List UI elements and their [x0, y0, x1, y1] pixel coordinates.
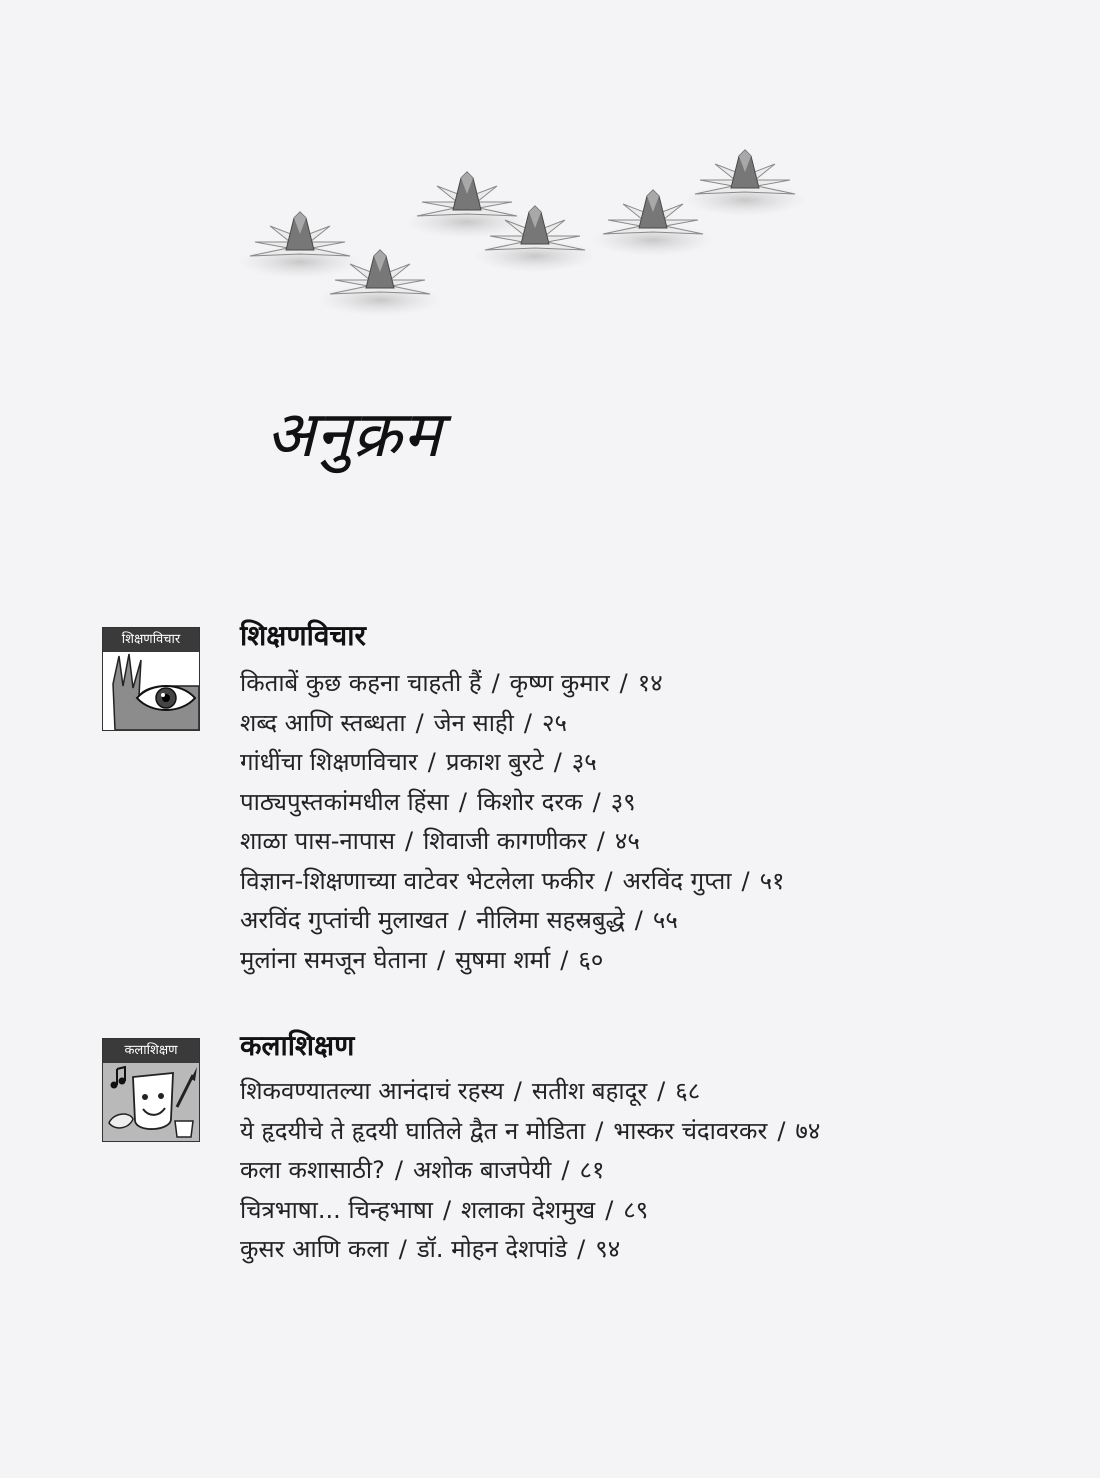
entry-page: १४: [637, 669, 663, 697]
entry-title: ये हृदयीचे ते हृदयी घातिले द्वैत न मोडिता: [240, 1116, 586, 1145]
section-icon-kalashikshan: [102, 1038, 200, 1142]
entry-separator: /: [553, 748, 562, 776]
entry-separator: /: [577, 1235, 586, 1263]
entry-page: ३९: [610, 787, 636, 816]
page-heading: अनुक्रम: [266, 398, 442, 472]
toc-list-shikshanvichar: [240, 664, 785, 980]
entry-page: ९४: [595, 1235, 621, 1263]
entry-separator: /: [657, 1077, 666, 1105]
entry-author: कृष्ण कुमार: [509, 669, 610, 697]
entry-page: ७४: [795, 1116, 821, 1145]
entry-page: ५१: [759, 866, 785, 895]
entry-page: २५: [541, 708, 567, 737]
entry-separator: /: [458, 787, 467, 816]
entry-title: शब्द आणि स्तब्धता: [240, 708, 406, 737]
entry-title: विज्ञान-शिक्षणाच्या वाटेवर भेटलेला फकीर: [240, 866, 595, 895]
entry-page: ३५: [571, 748, 597, 776]
toc-entry[interactable]: [240, 783, 785, 823]
hand-eye-icon: [103, 652, 199, 730]
entry-separator: /: [442, 1195, 452, 1224]
entry-title: शाळा पास-नापास: [240, 827, 395, 855]
toc-entry[interactable]: [240, 1230, 820, 1270]
entry-separator: /: [634, 906, 643, 934]
entry-separator: /: [604, 866, 613, 895]
entry-page: ६८: [675, 1077, 701, 1105]
entry-title: कला कशासाठी?: [240, 1156, 385, 1184]
entry-title: पाठ्यपुस्तकांमधील हिंसा: [240, 787, 449, 816]
entry-title: शिकवण्यातल्या आनंदाचं रहस्य: [240, 1077, 504, 1105]
entry-separator: /: [560, 945, 569, 974]
entry-title: किताबें कुछ कहना चाहती हैं: [240, 669, 482, 697]
entry-page: ८१: [579, 1156, 605, 1184]
entry-separator: /: [415, 708, 424, 737]
section-title: शिक्षणविचार: [240, 619, 366, 652]
section-title: कलाशिक्षण: [240, 1029, 355, 1062]
entry-separator: /: [561, 1156, 570, 1184]
entry-author: प्रकाश बुरटे: [445, 748, 544, 776]
art-mask-brush-icon: [103, 1063, 199, 1141]
toc-entry[interactable]: [240, 901, 785, 941]
entry-separator: /: [619, 669, 628, 697]
entry-separator: /: [592, 787, 601, 816]
toc-entry[interactable]: [240, 704, 785, 744]
toc-entry[interactable]: [240, 862, 785, 902]
entry-separator: /: [605, 1195, 614, 1224]
entry-author: शलाका देशमुख: [461, 1195, 596, 1224]
entry-separator: /: [777, 1116, 786, 1145]
entry-separator: /: [404, 827, 414, 855]
entry-separator: /: [595, 1116, 604, 1145]
entry-title: अरविंद गुप्तांची मुलाखत: [240, 906, 449, 934]
entry-author: नीलिमा सहस्रबुद्धे: [476, 906, 625, 934]
entry-title: चित्रभाषा... चिन्हभाषा: [240, 1195, 433, 1224]
entry-title: कुसर आणि कला: [240, 1235, 389, 1263]
toc-entry[interactable]: [240, 1151, 820, 1191]
entry-author: अशोक बाजपेयी: [412, 1156, 552, 1184]
floating-lotus-illustration: [205, 140, 815, 340]
entry-page: ८९: [623, 1195, 649, 1224]
entry-author: शिवाजी कागणीकर: [423, 827, 587, 855]
section-icon-shikshanvichar: [102, 627, 200, 731]
toc-list-kalashikshan: [240, 1072, 820, 1270]
entry-author: अरविंद गुप्ता: [622, 866, 732, 895]
entry-title: मुलांना समजून घेताना: [240, 945, 427, 974]
entry-author: किशोर दरक: [476, 787, 583, 816]
entry-author: जेन साही: [433, 708, 514, 737]
toc-entry[interactable]: [240, 941, 785, 981]
toc-entry[interactable]: [240, 1191, 820, 1231]
entry-separator: /: [596, 827, 605, 855]
entry-separator: /: [491, 669, 500, 697]
entry-title: गांधींचा शिक्षणविचार: [240, 748, 418, 776]
toc-entry[interactable]: [240, 743, 785, 783]
entry-page: ४५: [614, 827, 640, 855]
section-icon-label: शिक्षणविचार: [103, 628, 199, 653]
entry-separator: /: [394, 1156, 403, 1184]
entry-page: ६०: [578, 945, 604, 974]
entry-separator: /: [398, 1235, 407, 1263]
entry-separator: /: [523, 708, 532, 737]
toc-entry[interactable]: [240, 822, 785, 862]
entry-separator: /: [458, 906, 467, 934]
section-icon-label: कलाशिक्षण: [103, 1039, 199, 1064]
entry-separator: /: [436, 945, 446, 974]
entry-author: डॉ. मोहन देशपांडे: [416, 1235, 568, 1263]
entry-author: भास्कर चंदावरकर: [613, 1116, 768, 1145]
entry-separator: /: [427, 748, 436, 776]
entry-author: सतीश बहादूर: [531, 1077, 648, 1105]
entry-author: सुषमा शर्मा: [455, 945, 551, 974]
entry-page: ५५: [652, 906, 678, 934]
entry-separator: /: [741, 866, 750, 895]
entry-separator: /: [513, 1077, 522, 1105]
toc-entry[interactable]: [240, 664, 785, 704]
toc-entry[interactable]: [240, 1112, 820, 1152]
toc-entry[interactable]: [240, 1072, 820, 1112]
